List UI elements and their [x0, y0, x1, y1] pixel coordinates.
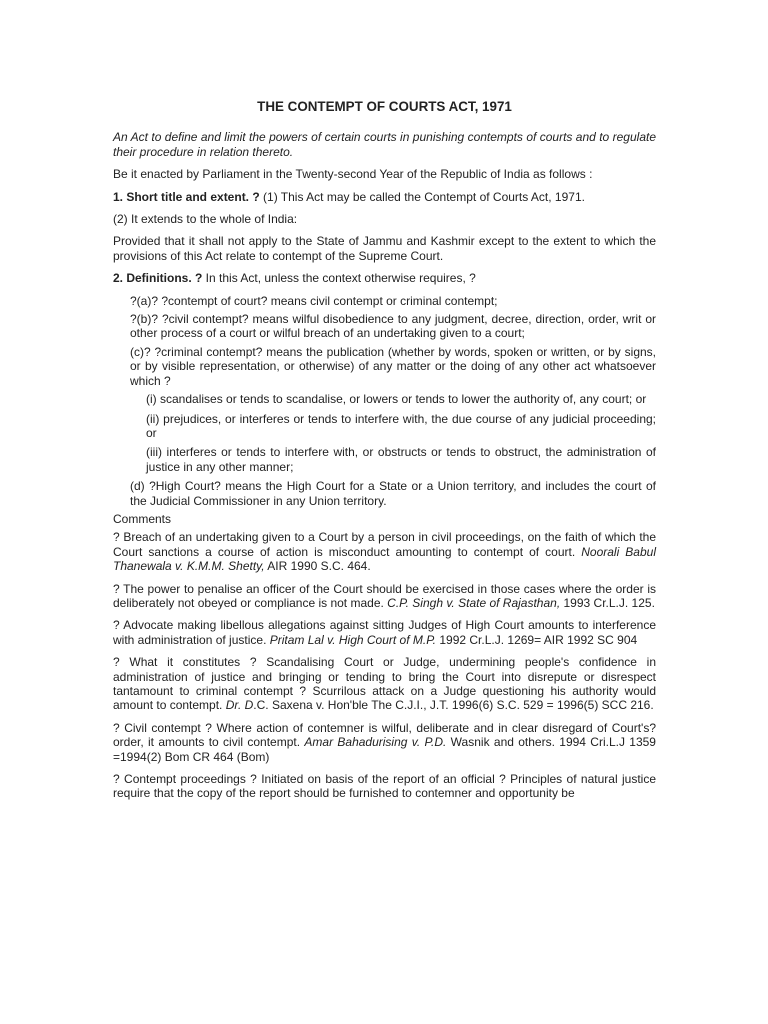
- document-page: [113, 100, 656, 809]
- enactment-clause: Be it enacted by Parliament in the Twenty-second Year of the Republic of India as follows :: [113, 167, 593, 182]
- document-title: THE CONTEMPT OF COURTS ACT, 1971: [257, 99, 512, 114]
- definition-b: ?(b)? ?civil contempt? means wilful disobedience to any judgment, decree, direction, order, writ or other process of a court or wilful breach of an undertaking given to a court;: [130, 312, 656, 341]
- case-citation: Wasnik and others. 1994 Cri.L.J 1359 =1994(2) Bom CR 464 (Bom): [113, 735, 656, 764]
- definition-a: ?(a)? ?contempt of court? means civil contempt or criminal contempt;: [130, 293, 498, 308]
- section-1-text: (1) This Act may be called the Contempt of Courts Act, 1971.: [259, 189, 585, 204]
- comment-text: ? Civil contempt ? Where action of contemner is wilful, deliberate and in clear disregard of Court's? order, it amounts to civil contempt.: [113, 720, 656, 750]
- section-1-sub-2: (2) It extends to the whole of India:: [113, 212, 298, 227]
- comment-item: [113, 530, 656, 573]
- section-1: [113, 190, 656, 204]
- comment-item: [113, 655, 656, 713]
- case-name: Amar Bahadurising v. P.D.: [304, 735, 447, 750]
- definition-c-iii: (iii) interferes or tends to interfere with, or obstructs or tends to obstruct, the administration of justice in any other manner;: [146, 445, 656, 474]
- comment-text: ? The power to penalise an officer of the Court should be exercised in those cases where the order is deliberately not obeyed or compliance is not made.: [113, 581, 656, 610]
- comments-heading: Comments: [113, 511, 172, 526]
- section-1-heading: 1. Short title and extent. ?: [113, 189, 260, 204]
- definition-c-i: (i) scandalises or tends to scandalise, or lowers or tends to lower the authority of, any court; or: [146, 392, 647, 407]
- comment-item: [113, 582, 656, 611]
- case-name: Noorali Babul Thanewala v. K.M.M. Shetty,: [113, 544, 656, 574]
- section-2-text: In this Act, unless the context otherwise requires, ?: [202, 271, 476, 286]
- section-2: [113, 271, 656, 285]
- comment-item: [113, 721, 656, 764]
- section-2-heading: 2. Definitions. ?: [113, 271, 203, 286]
- comment-text: ? Breach of an undertaking given to a Court by a person in civil proceedings, on the faith of which the Court sanctions a course of action is misconduct amounting to contempt of court.: [113, 530, 656, 559]
- preamble: An Act to define and limit the powers of certain courts in punishing contempts of courts and to regulate their procedure in relation thereto.: [113, 130, 656, 159]
- case-name: Dr. D: [225, 698, 254, 713]
- comment-item: [113, 772, 656, 801]
- definition-c-ii: (ii) prejudices, or interferes or tends to interfere with, the due course of any judicial proceeding; or: [146, 411, 656, 440]
- comment-item: [113, 618, 656, 647]
- case-name: C.P. Singh v. State of Rajasthan,: [387, 595, 561, 610]
- comment-text: ? Contempt proceedings ? Initiated on basis of the report of an official ? Principles of natural justice require that the copy of the report should be furnished to contemner and opportunity be: [113, 772, 656, 801]
- definition-c: (c)? ?criminal contempt? means the publication (whether by words, spoken or written, or by signs, or by visible representation, or otherwise) of any matter or the doing of any other act whatsoever which ?: [130, 344, 656, 388]
- case-citation: 1993 Cr.L.J. 125.: [560, 595, 655, 610]
- comment-text: ? What it constitutes ? Scandalising Court or Judge, undermining people's confidence in administration of justice and bringing or tending to bring the Court into disrepute or disrespect tantamount to criminal contempt ? Scurrilous attack on a Judge questioning his authority would amount to contempt.: [113, 655, 656, 713]
- definition-d: (d) ?High Court? means the High Court for a State or a Union territory, and includes the court of the Judicial Commissioner in any Union territory.: [130, 479, 656, 508]
- section-1-proviso: Provided that it shall not apply to the State of Jammu and Kashmir except to the extent to which the provisions of this Act relate to contempt of the Supreme Court.: [113, 234, 656, 263]
- case-citation: AIR 1990 S.C. 464.: [264, 559, 371, 574]
- case-name: Pritam Lal v. High Court of M.P.: [269, 632, 437, 647]
- case-citation: 1992 Cr.L.J. 1269= AIR 1992 SC 904: [436, 632, 638, 647]
- comment-text: ? Advocate making libellous allegations against sitting Judges of High Court amounts to interference with administration of justice.: [113, 618, 656, 647]
- case-citation: .C. Saxena v. Hon'ble The C.J.I., J.T. 1996(6) S.C. 529 = 1996(5) SCC 216.: [253, 698, 654, 713]
